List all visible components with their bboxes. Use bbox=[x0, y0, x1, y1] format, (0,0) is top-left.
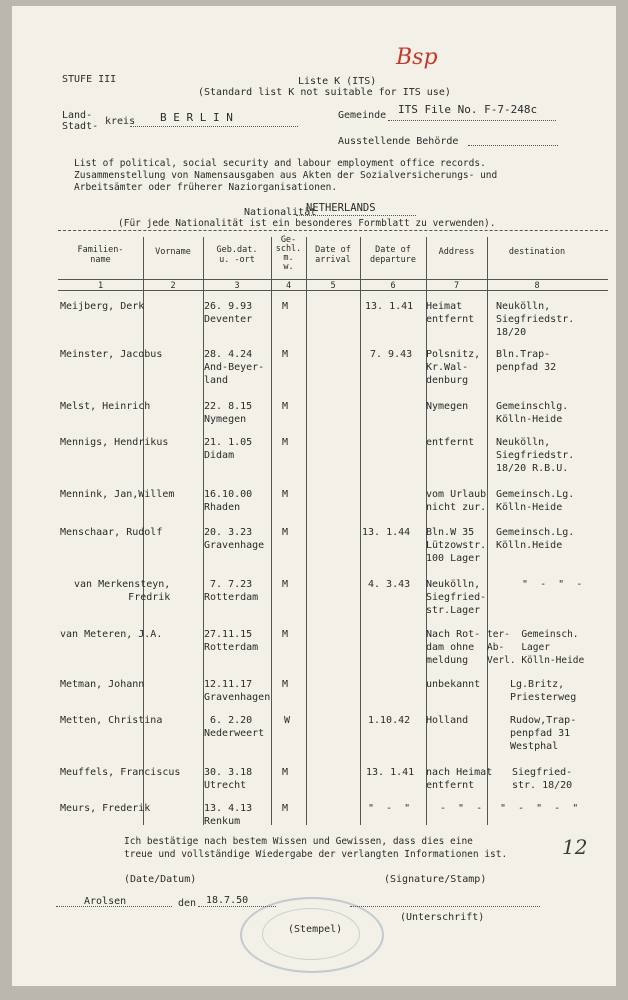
cell-destination: " - " - bbox=[516, 579, 583, 590]
description-de-1: Zusammenstellung von Namensausgaben aus Akten der Sozialversicherungs- und bbox=[74, 170, 498, 181]
cell-name: Mennink, Jan,Willem bbox=[60, 489, 175, 500]
header-familienname: Familien- name bbox=[77, 245, 124, 265]
cell-born: 27.11.15 Rotterdam bbox=[204, 629, 259, 653]
cell-sex: M bbox=[282, 401, 289, 412]
cell-departure: 4. 3.43 bbox=[368, 579, 411, 590]
cell-destination: Gemeinsch.Lg. Kölln-Heide bbox=[496, 489, 575, 513]
cell-address: unbekannt bbox=[426, 679, 481, 690]
behoerde-dotted-line bbox=[468, 145, 558, 146]
column-number-1: 1 bbox=[97, 281, 104, 291]
header-rule bbox=[58, 279, 608, 280]
cell-born: 13. 4.13 Renkum bbox=[204, 803, 253, 827]
cell-destination: Siegfried- str. 18/20 bbox=[512, 767, 573, 791]
den-label: den bbox=[178, 898, 197, 909]
cell-born: 26. 9.93 Deventer bbox=[204, 301, 253, 325]
header-vorname: Vorname bbox=[155, 247, 191, 257]
cell-sex: M bbox=[282, 679, 289, 690]
cell-destination: Neukölln, Siegfriedstr. 18/20 bbox=[496, 301, 575, 338]
place: Arolsen bbox=[84, 896, 127, 907]
gemeinde-label: Gemeinde bbox=[338, 110, 387, 121]
cell-address: Polsnitz, Kr.Wal- denburg bbox=[426, 349, 481, 386]
cell-born: 28. 4.24 And-Beyer- land bbox=[204, 349, 265, 386]
liste-title: Liste K (ITS) bbox=[298, 76, 377, 87]
cell-born: 6. 2.20 Nederweert bbox=[204, 715, 265, 739]
column-number-5: 5 bbox=[330, 281, 336, 291]
column-divider-7 bbox=[487, 237, 488, 825]
cell-name: van Meteren, J.A. bbox=[60, 629, 163, 640]
cell-name: Meijberg, Derk bbox=[60, 301, 145, 312]
cell-departure: 13. 1.41 bbox=[366, 767, 415, 778]
cell-name: van Merkensteyn, Fredrik bbox=[74, 579, 171, 603]
cell-sex: M bbox=[282, 767, 289, 778]
cell-sex: M bbox=[282, 579, 289, 590]
cell-address: Heimat entfernt bbox=[426, 301, 475, 325]
header-geburt: Geb.dat. u. -ort bbox=[216, 245, 258, 265]
handwritten-red-mark: Bsp bbox=[396, 45, 438, 70]
nationality-note: (Für jede Nationalität ist ein besonderes Formblatt zu verwenden). bbox=[118, 218, 496, 229]
cell-address: Nymegen bbox=[426, 401, 469, 412]
cell-destination: Bln.Trap- penpfad 32 bbox=[496, 349, 557, 373]
cell-destination: Rudow,Trap- penpfad 31 Westphal bbox=[510, 715, 577, 752]
cell-destination: Gemeinschlg. Kölln-Heide bbox=[496, 401, 569, 425]
header-departure: Date of departure bbox=[369, 245, 417, 265]
cell-sex: M bbox=[282, 803, 289, 814]
kreis-label: kreis bbox=[105, 116, 136, 127]
confirmation-line-2: treue und vollständige Wiedergabe der verlangten Informationen ist. bbox=[124, 849, 508, 860]
its-file-number: ITS File No. F-7-248c bbox=[398, 103, 538, 116]
cell-destination: Gemeinsch.Lg. Kölln.Heide bbox=[496, 527, 575, 551]
description-de-2: Arbeitsämter oder früherer Naziorganisationen. bbox=[74, 182, 338, 193]
cell-address: nach Heimat entfernt bbox=[426, 767, 493, 791]
description-en: List of political, social security and labour employment office records. bbox=[74, 158, 486, 169]
cell-sex: M bbox=[282, 349, 289, 360]
column-divider-5 bbox=[360, 237, 361, 825]
signature-label: (Signature/Stamp) bbox=[384, 874, 487, 885]
cell-address: Holland bbox=[426, 715, 469, 726]
cell-destination: Lg.Britz, Priesterweg bbox=[510, 679, 577, 703]
cell-departure: 1.10.42 bbox=[368, 715, 411, 726]
stufe-label: STUFE III bbox=[62, 74, 117, 85]
cell-address: Bln.W 35 Lützowstr. 100 Lager bbox=[426, 527, 487, 564]
cell-born: 7. 7.23 Rotterdam bbox=[204, 579, 259, 603]
nationality-label: Nationalität bbox=[244, 207, 317, 218]
date-dotted-line bbox=[198, 906, 276, 907]
cell-sex: W bbox=[284, 715, 291, 726]
cell-destination: ter- Gemeinsch. Ab- Lager Verl. Kölln-Heide bbox=[487, 629, 585, 666]
kreis-value: B E R L I N bbox=[160, 111, 233, 124]
header-geschlecht: Ge- schl. m. w. bbox=[275, 235, 302, 272]
cell-departure: 7. 9.43 bbox=[370, 349, 413, 360]
cell-address: Neukölln, Siegfried- str.Lager bbox=[426, 579, 487, 616]
land-stadt-label: Land- Stadt- bbox=[62, 110, 99, 132]
column-divider-3 bbox=[271, 237, 272, 825]
cell-departure: " - " bbox=[368, 803, 411, 814]
signature-dotted-line bbox=[350, 906, 540, 907]
cell-sex: M bbox=[282, 527, 289, 538]
cell-name: Mennigs, Hendrikus bbox=[60, 437, 169, 448]
cell-born: 12.11.17 Gravenhagen bbox=[204, 679, 271, 703]
nationality-dotted-line bbox=[296, 215, 416, 216]
cell-name: Metman, Johann bbox=[60, 679, 145, 690]
header-arrival: Date of arrival bbox=[315, 245, 351, 265]
header-destination: destination bbox=[508, 247, 566, 257]
column-number-4: 4 bbox=[285, 281, 292, 291]
column-number-3: 3 bbox=[234, 281, 240, 291]
cell-address: Nach Rot- dam ohne meldung bbox=[426, 629, 481, 666]
cell-name: Meinster, Jacobus bbox=[60, 349, 163, 360]
liste-subtitle: (Standard list K not suitable for ITS use) bbox=[198, 87, 451, 98]
cell-destination: " - " - " bbox=[500, 803, 579, 814]
cell-address: - " - bbox=[440, 803, 483, 814]
cell-name: Meurs, Frederik bbox=[60, 803, 151, 814]
gemeinde-dotted-line bbox=[388, 120, 556, 121]
cell-sex: M bbox=[282, 301, 289, 312]
cell-name: Menschaar, Rudolf bbox=[60, 527, 163, 538]
confirmation-line-1: Ich bestätige nach bestem Wissen und Gewissen, dass dies eine bbox=[124, 836, 473, 847]
nationality-value: NETHERLANDS bbox=[306, 202, 376, 214]
cell-born: 22. 8.15 Nymegen bbox=[204, 401, 253, 425]
table-top-rule bbox=[58, 230, 608, 231]
column-number-8: 8 bbox=[534, 281, 540, 291]
column-number-2: 2 bbox=[170, 281, 176, 291]
behoerde-label: Ausstellende Behörde bbox=[338, 136, 459, 147]
kreis-dotted-line bbox=[130, 126, 298, 127]
cell-name: Metten, Christina bbox=[60, 715, 163, 726]
cell-departure: 13. 1.44 bbox=[362, 527, 411, 538]
cell-address: entfernt bbox=[426, 437, 475, 448]
handwritten-page-number: 12 bbox=[562, 835, 588, 859]
cell-born: 20. 3.23 Gravenhage bbox=[204, 527, 265, 551]
date-value: 18.7.50 bbox=[206, 895, 249, 906]
unterschrift-label: (Unterschrift) bbox=[400, 912, 485, 923]
cell-born: 30. 3.18 Utrecht bbox=[204, 767, 253, 791]
cell-name: Meuffels, Franciscus bbox=[60, 767, 181, 778]
cell-born: 21. 1.05 Didam bbox=[204, 437, 253, 461]
date-label: (Date/Datum) bbox=[124, 874, 197, 885]
cell-address: vom Urlaub nicht zur. bbox=[426, 489, 487, 513]
header-address: Address bbox=[438, 247, 475, 257]
cell-sex: M bbox=[282, 437, 289, 448]
cell-destination: Neukölln, Siegfriedstr. 18/20 R.B.U. bbox=[496, 437, 575, 474]
cell-born: 16.10.00 Rhaden bbox=[204, 489, 253, 513]
column-number-6: 6 bbox=[390, 281, 396, 291]
cell-sex: M bbox=[282, 489, 289, 500]
cell-name: Melst, Heinrich bbox=[60, 401, 151, 412]
column-divider-4 bbox=[306, 237, 307, 825]
column-number-7: 7 bbox=[453, 281, 460, 291]
cell-sex: M bbox=[282, 629, 289, 640]
cell-departure: 13. 1.41 bbox=[365, 301, 414, 312]
stempel-label: (Stempel) bbox=[288, 924, 343, 935]
